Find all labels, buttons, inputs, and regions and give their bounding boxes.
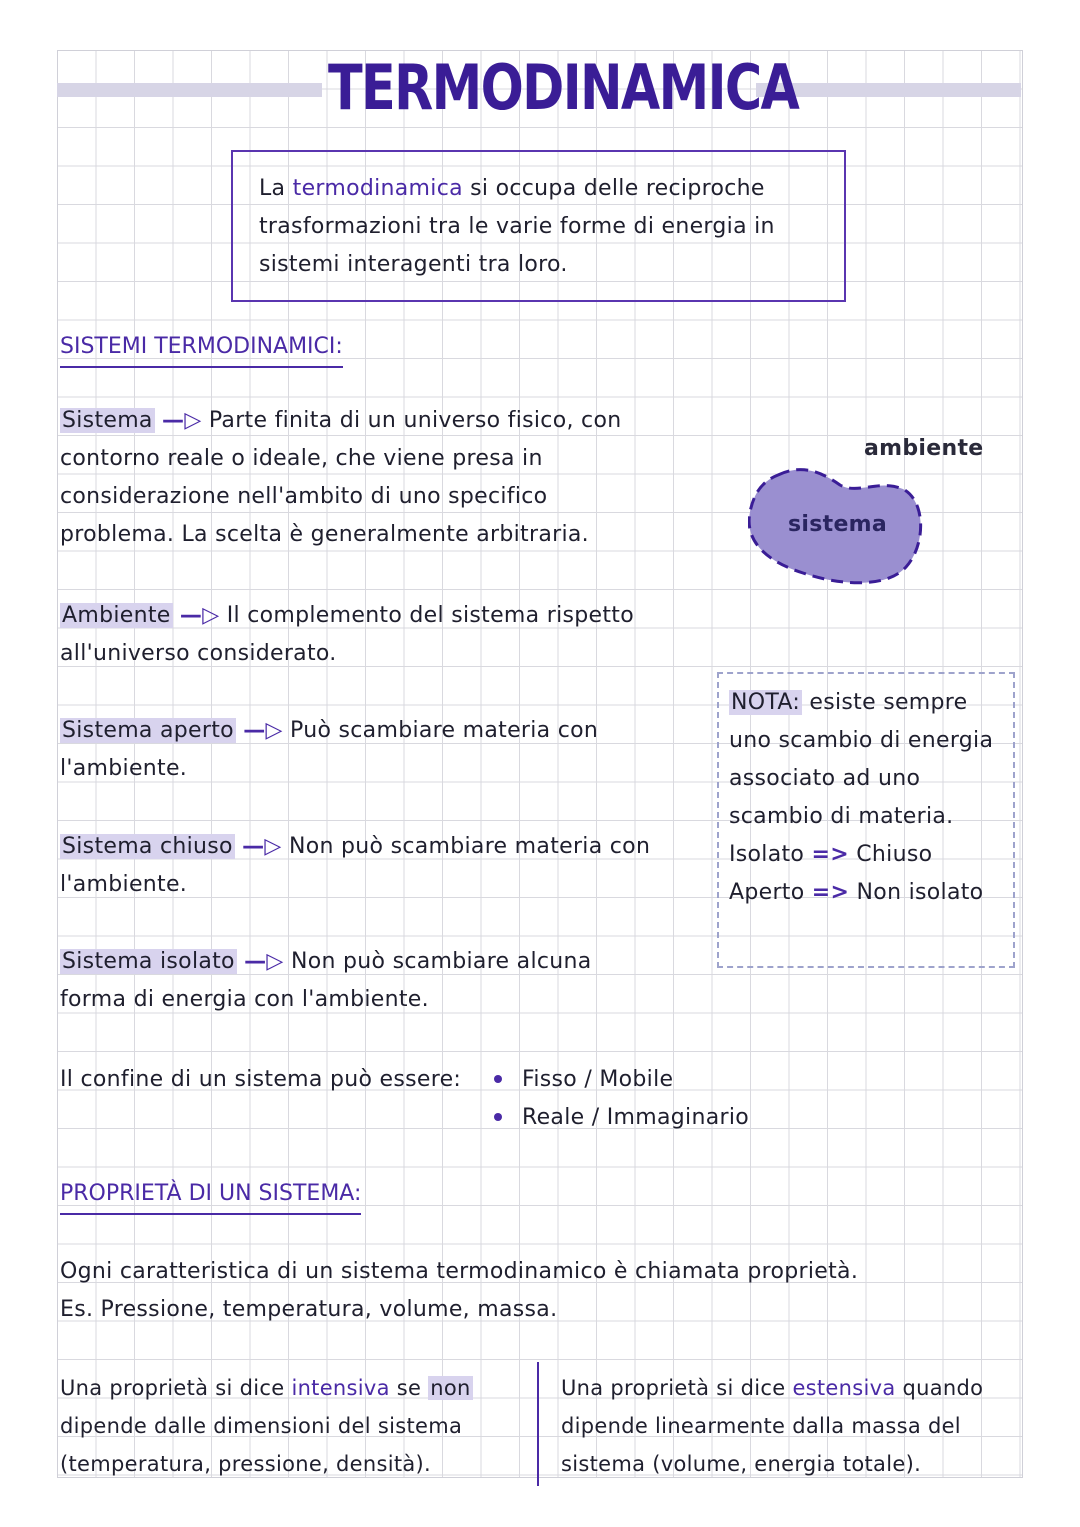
aperto-line-1: Può scambiare materia con [290, 718, 599, 743]
chiuso-line-1: Non può scambiare materia con [288, 834, 651, 859]
proprieta-paragraph [60, 1253, 858, 1329]
arrow-icon: —▷ [179, 603, 220, 628]
estensiva-line-2: dipende linearmente dalla massa del [561, 1414, 961, 1438]
nota-line-2: uno scambio di energia [729, 728, 994, 753]
nota-row1-a: Isolato [729, 842, 805, 867]
aperto-term: Sistema aperto [62, 718, 234, 743]
bullet-icon [494, 1075, 502, 1083]
intensiva-paragraph [60, 1369, 473, 1483]
nota-row1-b: Chiuso [856, 842, 933, 867]
confine-bullet-2 [484, 1099, 749, 1137]
estensiva-pre: Una proprietà si dice [561, 1376, 793, 1400]
estensiva-term: estensiva [792, 1376, 896, 1400]
nota-line-1: esiste sempre [802, 690, 968, 715]
ambiente-term: Ambiente [62, 603, 171, 628]
intro-line-2: trasformazioni tra le varie forme di energia in [259, 214, 775, 239]
isolato-line-2: forma di energia con l'ambiente. [60, 987, 429, 1012]
confine-bullet-2-text: Reale / Immaginario [522, 1105, 750, 1130]
estensiva-paragraph [561, 1369, 1031, 1483]
ambiente-line-1: Il complemento del sistema rispetto [226, 603, 634, 628]
estensiva-post: quando [895, 1376, 984, 1400]
nota-row-2 [729, 874, 1013, 912]
page-title: TERMODINAMICA [328, 51, 799, 124]
isolato-line-1: Non può scambiare alcuna [290, 949, 592, 974]
intro-line-1 [259, 170, 844, 208]
sistema-term: Sistema [62, 408, 153, 433]
aperto-line-2: l'ambiente. [60, 756, 188, 781]
proprieta-line-1: Ogni caratteristica di un sistema termodinamico è chiamata proprietà. [60, 1259, 859, 1284]
confine-text: Il confine di un sistema può essere: [60, 1067, 462, 1092]
sistema-line-4: problema. La scelta è generalmente arbitraria. [60, 522, 589, 547]
nota-line-4: scambio di materia. [729, 804, 954, 829]
nota-row2-a: Aperto [729, 880, 805, 905]
intensiva-non: non [430, 1376, 471, 1400]
nota-row-1 [729, 836, 1013, 874]
intensiva-term: intensiva [291, 1376, 390, 1400]
intensiva-line-3: (temperatura, pressione, densità). [60, 1452, 432, 1476]
column-divider [537, 1362, 539, 1486]
sistema-line-3: considerazione nell'ambito di uno specifico [60, 484, 548, 509]
double-arrow-icon: => [811, 880, 850, 905]
ambiente-line-2: all'universo considerato. [60, 641, 337, 666]
confine-bullet-1-text: Fisso / Mobile [522, 1067, 674, 1092]
chiuso-term: Sistema chiuso [62, 834, 233, 859]
arrow-icon: —▷ [243, 718, 283, 743]
nota-box [717, 672, 1015, 968]
intro-term: termodinamica [292, 176, 463, 201]
chiuso-definition [60, 828, 650, 904]
isolato-term: Sistema isolato [62, 949, 235, 974]
arrow-icon: —▷ [242, 834, 282, 859]
sistema-definition [60, 402, 621, 554]
nota-label: NOTA: [731, 690, 801, 715]
intensiva-line-2: dipende dalle dimensioni del sistema [60, 1414, 463, 1438]
estensiva-line-3: sistema (volume, energia totale). [561, 1452, 922, 1476]
intensiva-pre: Una proprietà si dice [60, 1376, 292, 1400]
chiuso-line-2: l'ambiente. [60, 872, 188, 897]
arrow-icon: —▷ [244, 949, 284, 974]
section-heading-proprieta: PROPRIETÀ DI UN SISTEMA: [60, 1175, 361, 1215]
ambiente-definition [60, 597, 634, 673]
arrow-icon: —▷ [162, 408, 202, 433]
aperto-definition [60, 712, 598, 788]
diagram-ambiente-label: ambiente [864, 436, 984, 461]
confine-bullet-1 [484, 1061, 673, 1099]
isolato-definition [60, 943, 592, 1019]
intro-line-3: sistemi interagenti tra loro. [259, 252, 568, 277]
proprieta-line-2: Es. Pressione, temperatura, volume, massa. [60, 1297, 558, 1322]
intro-box [231, 150, 846, 302]
nota-line-3: associato ad uno [729, 766, 921, 791]
intensiva-mid: se [389, 1376, 429, 1400]
section-heading-sistemi: SISTEMI TERMODINAMICI: [60, 328, 343, 368]
title-bar-left [57, 83, 322, 97]
intro-prefix: La [259, 176, 293, 201]
nota-row2-b: Non isolato [856, 880, 984, 905]
diagram-sistema-label: sistema [788, 512, 888, 537]
sistema-line-1: Parte finita di un universo fisico, con [208, 408, 622, 433]
double-arrow-icon: => [811, 842, 849, 867]
bullet-icon [494, 1113, 502, 1121]
intro-line1-rest: si occupa delle reciproche [462, 176, 765, 201]
sistema-line-2: contorno reale o ideale, che viene presa in [60, 446, 543, 471]
